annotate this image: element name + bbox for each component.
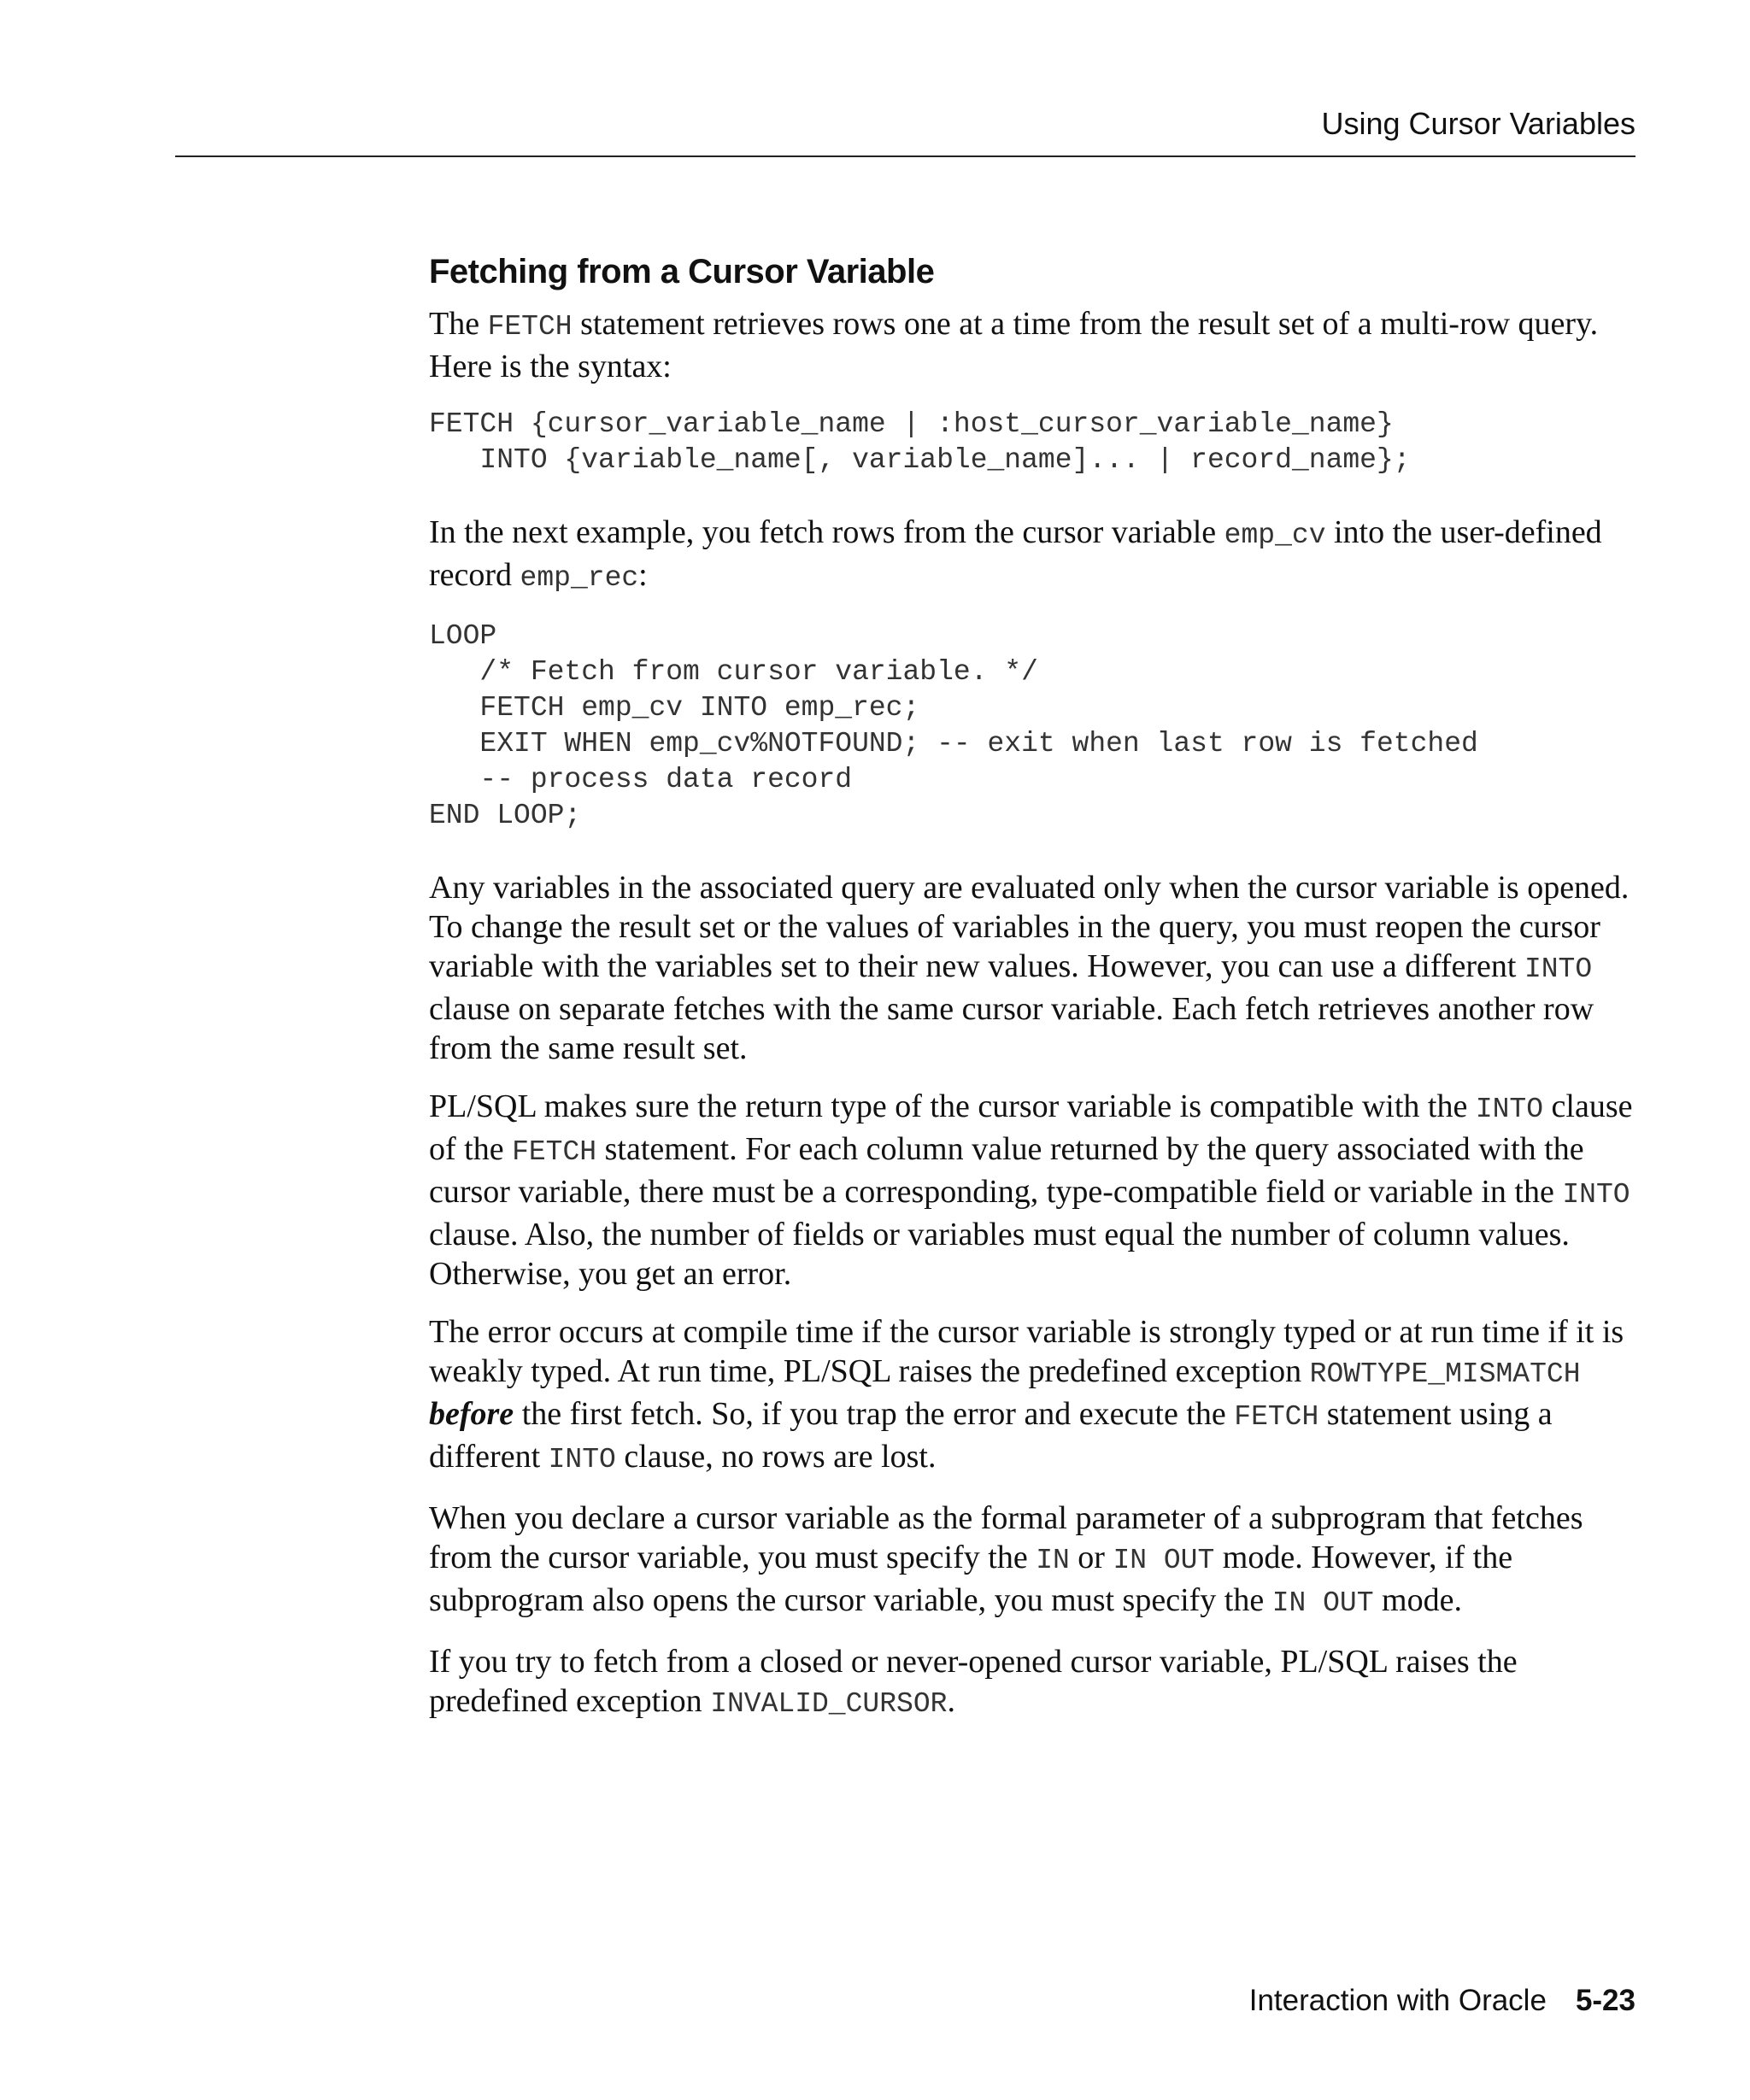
text-run: If you try to fetch from a closed or never-opened cursor variable, PL/SQL raises the predefined exception <box>429 1644 1518 1719</box>
paragraph-formal-parameter <box>429 1499 1642 1623</box>
code-line: /* Fetch from cursor variable. */ <box>429 656 1038 688</box>
text-run: or <box>1069 1540 1113 1575</box>
code-line: EXIT WHEN emp_cv%NOTFOUND; -- exit when last row is fetched <box>429 728 1478 760</box>
code-keyword: INTO <box>1475 1094 1544 1125</box>
text-run: In the next example, you fetch rows from the cursor variable <box>429 514 1224 550</box>
code-line: FETCH emp_cv INTO emp_rec; <box>429 692 920 724</box>
code-keyword: FETCH <box>1234 1401 1319 1433</box>
text-run: statement using a different <box>429 1396 1553 1475</box>
paragraph-invalid-cursor <box>429 1642 1642 1724</box>
paragraph-return-type <box>429 1087 1642 1293</box>
code-keyword: IN <box>1036 1545 1070 1576</box>
text-run: into the user-defined record <box>429 514 1602 593</box>
code-exception: ROWTYPE_MISMATCH <box>1309 1358 1581 1390</box>
text-run: clause, no rows are lost. <box>615 1439 937 1475</box>
text-run: . <box>947 1683 955 1719</box>
code-keyword: IN OUT <box>1271 1587 1374 1619</box>
code-keyword: FETCH <box>512 1136 597 1168</box>
code-line: FETCH {cursor_variable_name | :host_cursor_variable_name} <box>429 408 1394 440</box>
section-heading: Fetching from a Cursor Variable <box>429 253 935 290</box>
paragraph-example-intro <box>429 513 1642 598</box>
text-run: statement. For each column value returned by the query associated with the cursor variable, there must be a corresponding, type-compatible field or variable in the <box>429 1131 1584 1210</box>
code-keyword: INTO <box>1524 953 1593 985</box>
paragraph-fetch-intro <box>429 304 1642 386</box>
code-exception: INVALID_CURSOR <box>710 1688 948 1720</box>
page-footer <box>1249 1984 1635 2018</box>
paragraph-query-variables <box>429 868 1642 1068</box>
text-run: statement retrieves rows one at a time from the result set of a multi-row query. Here is the syntax: <box>429 306 1599 384</box>
page-body <box>429 251 1642 1743</box>
text-run: PL/SQL makes sure the return type of the cursor variable is compatible with the <box>429 1088 1476 1124</box>
text-run: clause. Also, the number of fields or variables must equal the number of column values. Otherwise, you get an error. <box>429 1217 1570 1292</box>
text-run: mode. However, if the subprogram also opens the cursor variable, you must specify the <box>429 1540 1513 1618</box>
code-block-example <box>429 619 1642 834</box>
text-run: the first fetch. So, if you trap the error and execute the <box>514 1396 1235 1432</box>
code-line: INTO {variable_name[, variable_name]... | record_name}; <box>429 444 1411 476</box>
code-keyword: IN OUT <box>1113 1545 1215 1576</box>
paragraph-error-timing <box>429 1312 1642 1480</box>
page-number: 5-23 <box>1575 1984 1635 2017</box>
text-run: The <box>429 306 488 342</box>
code-identifier: emp_rec <box>520 562 639 594</box>
text-run: Any variables in the associated query are evaluated only when the cursor variable is opened. To change the result set or the values of variables in the query, you must reopen the cursor variable with the variables set to their new values. However, you can use a different <box>429 870 1630 984</box>
code-keyword: FETCH <box>487 311 573 343</box>
code-identifier: emp_cv <box>1224 519 1326 551</box>
text-run: clause of the <box>429 1088 1633 1167</box>
text-run: The error occurs at compile time if the cursor variable is strongly typed or at run time if it is weakly typed. At run time, PL/SQL raises the predefined exception <box>429 1314 1624 1389</box>
emphasis-text: before <box>429 1396 514 1432</box>
text-run: : <box>638 557 648 593</box>
code-line: -- process data record <box>429 764 853 795</box>
running-header: Using Cursor Variables <box>1321 106 1635 141</box>
footer-chapter-title: Interaction with Oracle <box>1248 1984 1547 2017</box>
code-keyword: INTO <box>548 1444 616 1475</box>
code-block-syntax <box>429 407 1642 478</box>
text-run: clause on separate fetches with the same cursor variable. Each fetch retrieves another row from the same result set. <box>429 991 1594 1066</box>
text-run: When you declare a cursor variable as the formal parameter of a subprogram that fetches from the cursor variable, you must specify the <box>429 1500 1583 1575</box>
code-line: END LOOP; <box>429 800 582 831</box>
code-line: LOOP <box>429 620 497 652</box>
text-run: mode. <box>1373 1582 1462 1618</box>
header-divider <box>175 155 1635 157</box>
code-keyword: INTO <box>1562 1179 1630 1211</box>
